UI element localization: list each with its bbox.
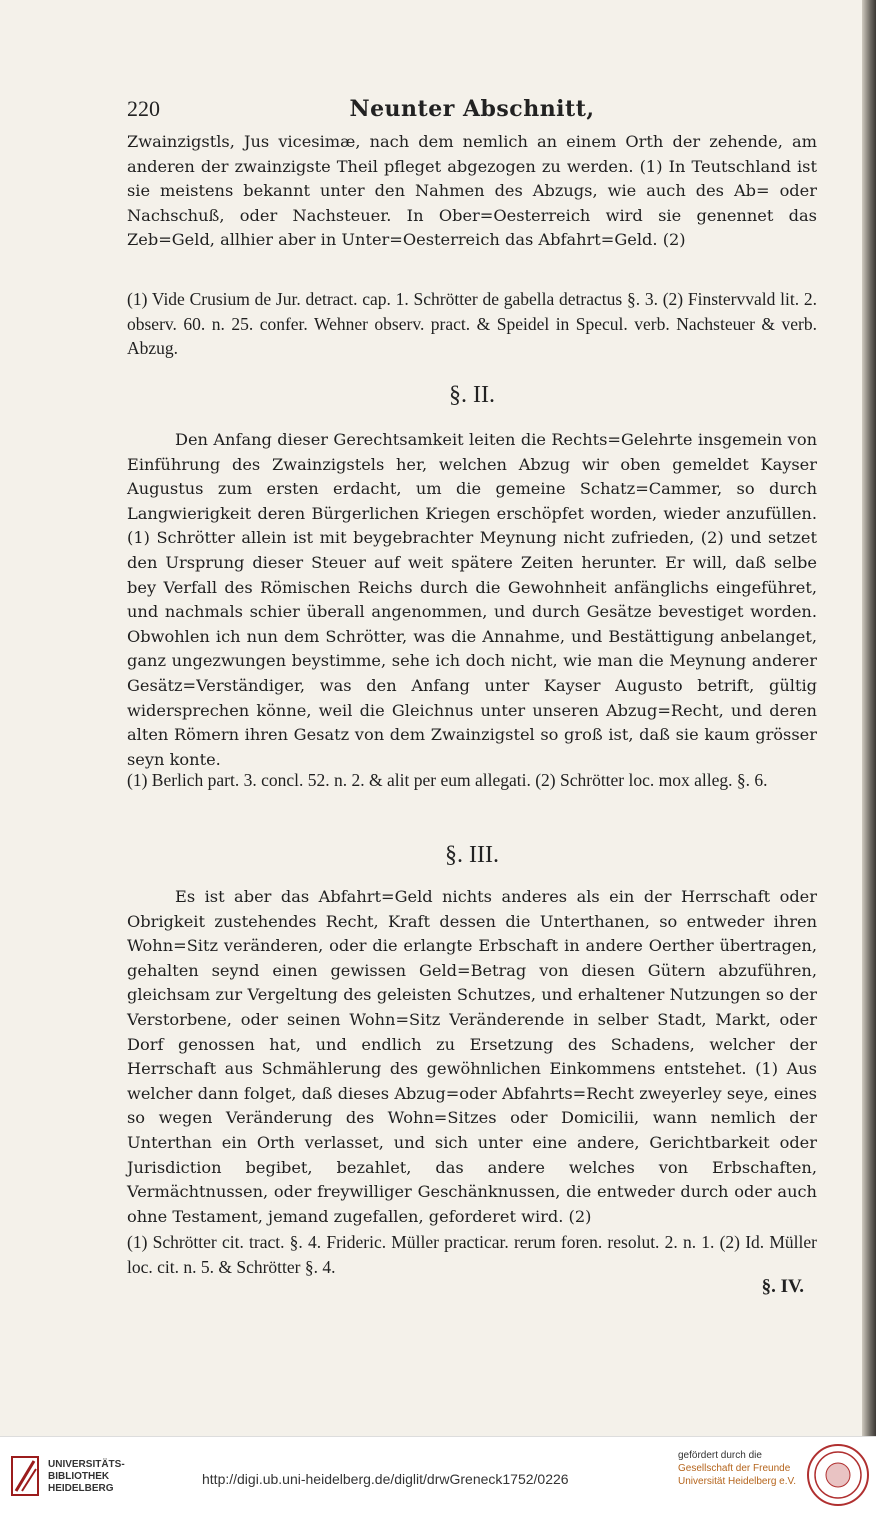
footnote-2: (1) Berlich part. 3. concl. 52. n. 2. & alit per eum allegati. (2) Schrötter loc. mox alleg. §. 6. <box>127 770 768 790</box>
sponsor-text <box>678 1449 796 1488</box>
section-heading-2: §. II. <box>449 382 495 408</box>
page-edge-shadow <box>862 0 876 1436</box>
page-number: 220 <box>127 96 160 121</box>
running-head: Neunter Abschnitt, <box>349 96 595 122</box>
paragraph-1: Zwainzigstls, Jus vicesimæ, nach dem nemlich an einem Orth der zehende, am anderen der zwainzigste Theil pfleget abgezogen zu werden. (1) In Teutschland ist sie meistens bekannt unter den Nahmen des Abzugs, wie auch des Ab= oder Nachschuß, oder Nachsteuer. In Ober=Oesterreich wird sie genennet das Zeb=Geld, allhier aber in Unter=Oesterreich das Abfahrt=Geld. (2) <box>127 132 817 250</box>
sponsor-line-2: Gesellschaft der Freunde <box>678 1463 791 1474</box>
university-seal-icon <box>806 1443 870 1507</box>
library-line-1: UNIVERSITÄTS- <box>48 1459 125 1470</box>
section-heading-3: §. III. <box>445 842 499 868</box>
document-url-link[interactable]: http://digi.ub.uni-heidelberg.de/diglit/drwGreneck1752/0226 <box>202 1471 569 1487</box>
library-line-2: BIBLIOTHEK <box>48 1471 110 1482</box>
sponsor-line-3: Universität Heidelberg e.V. <box>678 1476 797 1487</box>
library-name <box>48 1459 125 1495</box>
footer-bar <box>0 1436 876 1514</box>
paragraph-3: Es ist aber das Abfahrt=Geld nichts anderes als ein der Herrschaft oder Obrigkeit zustehendes Recht, Kraft dessen die Unterthanen, so entweder ihren Wohn=Sitz veränderen, oder die erlangte Erbschaft in andere Oerther übertragen, gehalten seynd einen gewissen Geld=Betrag von diesen Gütern abzuführen, gleichsam zur Vergeltung des geleisten Schutzes, und erhaltener Nutzungen so der Verstorbene, oder seinen Wohn=Sitz Veränderende in selber Stadt, Markt, oder Dorf genossen hat, und endlich zu Ersetzung des Schadens, welcher der Herrschaft aus Schmählerung des gewöhnlichen Einkommens entstehet. (1) Aus welcher dann folget, daß dieses Abzug=oder Abfahrts=Recht zweyerley seye, eines so wegen Veränderung des Wohn=Sitzes oder Domicilii, wann nemlich der Unterthan ein Orth verlasset, und sich unter eine andere, Gerichtbarkeit oder Jurisdiction begibet, bezahlet, das andere welches von Erbschaften, Vermächtnussen, oder freywilliger Geschänknussen, die entweder durch oder auch ohne Testament, jemand zugefallen, geforderet wird. (2) <box>127 887 817 1226</box>
footnote-3: (1) Schrötter cit. tract. §. 4. Frideric. Müller practicar. rerum foren. resolut. 2. n. 1. (2) Id. Müller loc. cit. n. 5. & Schrötter §. 4. <box>127 1232 817 1277</box>
catchword: §. IV. <box>761 1276 804 1297</box>
library-line-3: HEIDELBERG <box>48 1483 114 1494</box>
page-header <box>127 96 817 124</box>
sponsor-line-1: gefördert durch die <box>678 1450 762 1461</box>
paragraph-2: Den Anfang dieser Gerechtsamkeit leiten die Rechts=Gelehrte insgemein von Einführung des Zwainzigstels her, welchen Abzug wir oben gemeldet Kayser Augustus zum ersten erdacht, um die gemeine Schatz=Cammer, so durch Langwierigkeit deren Bürgerlichen Kriegen erschöpfet worden, wieder anzufüllen. (1) Schrötter allein ist mit beygebrachter Meynung nicht zufrieden, (2) und setzet den Ursprung dieser Steuer auf weit spätere Zeiten herunter. Er will, daß selbe bey Verfall des Römischen Reichs durch die Gewohnheit anfänglichs eingeführet, und nachmals schier überall angenommen, und durch Gesätze bevestiget worden. Obwohlen ich nun dem Schrötter, was die Annahme, und Bestättigung anbelanget, ganz ungezwungen beystimme, sehe ich doch nicht, wie man die Meynung anderer Gesätz=Verständiger, was den Anfang unter Kayser Augusto betrift, gültig widersprechen könne, weil die Gleichnus unter unseren Abzug=Recht, und deren alten Römern ihren Gesatz von dem Zwainzigstel so groß ist, daß sie kaum grösser seyn konte. <box>127 430 817 769</box>
library-logo-icon <box>10 1455 40 1497</box>
footnote-1: (1) Vide Crusium de Jur. detract. cap. 1. Schrötter de gabella detractus §. 3. (2) Finstervvald lit. 2. observ. 60. n. 25. confer. Wehner observ. pract. & Speidel in Specul. verb. Nachsteuer & verb. Abzug. <box>127 289 817 358</box>
